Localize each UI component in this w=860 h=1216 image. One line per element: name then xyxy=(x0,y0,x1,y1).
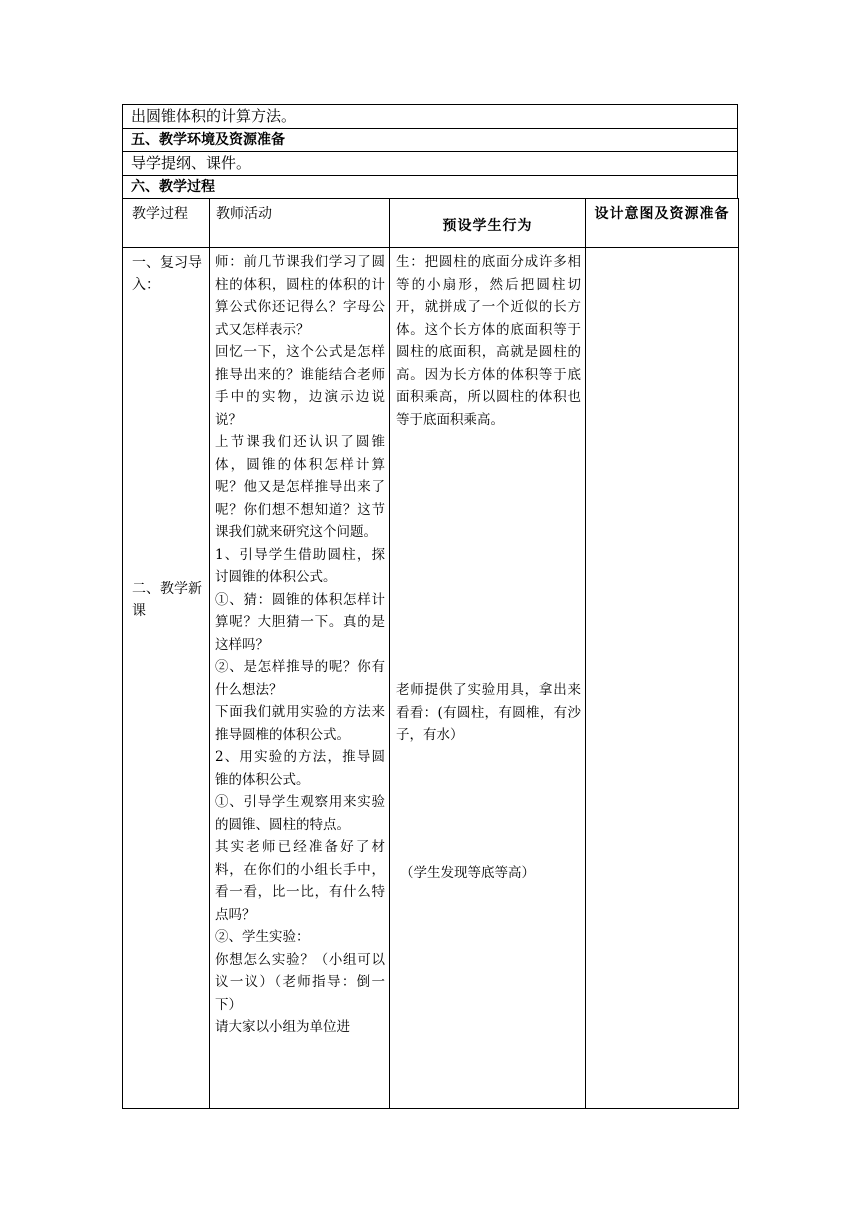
teacher-paragraph: ①、引导学生观察用来实验的圆锥、圆柱的特点。 xyxy=(215,794,385,833)
carry-over-line: 出圆锥体积的计算方法。 xyxy=(122,104,738,128)
table-header-row xyxy=(123,199,739,248)
header-design-intent-label: 设计意图及资源准备 xyxy=(594,206,730,222)
section-5-content: 导学提纲、课件。 xyxy=(122,151,738,175)
lesson-plan-document xyxy=(122,104,738,1109)
header-student-behavior xyxy=(390,199,586,248)
stage-new-lesson: 二、教学新课 xyxy=(132,581,202,619)
teacher-paragraph: ②、学生实验： xyxy=(215,929,310,945)
header-teacher-activity: 教师活动 xyxy=(210,199,390,248)
section-5-title: 五、教学环境及资源准备 xyxy=(122,128,738,151)
teacher-paragraph: ①、猜：圆锥的体积怎样计算呢？大胆猜一下。真的是这样吗？ xyxy=(215,591,385,653)
teacher-paragraph: 下面我们就用实验的方法来推导圆椎的体积公式。 xyxy=(215,704,385,743)
header-design-intent xyxy=(586,199,739,248)
stage-cell xyxy=(123,248,210,1109)
student-paragraph: 生：把圆柱的底面分成许多相等的小扇形，然后把圆柱切开，就拼成了一个近似的长方体。这个长方体的底面积等于圆柱的底面积，高就是圆柱的高。因为长方体的体积等于底面积乘高，所以圆柱的体积也等于底面积乘高。 xyxy=(396,254,581,428)
teacher-paragraph: 上节课我们还认识了圆锥体，圆锥的体积怎样计算呢？他又是怎样推导出来了呢？你们想不想知道？这节课我们就来研究这个问题。 xyxy=(215,434,385,540)
teacher-paragraph: 请大家以小组为单位进 xyxy=(215,1019,350,1035)
teacher-paragraph: 回忆一下，这个公式是怎样推导出来的？谁能结合老师手中的实物，边演示边说说？ xyxy=(215,344,385,428)
stage-review: 一、复习导入： xyxy=(132,255,202,293)
student-paragraph: 老师提供了实验用具，拿出来看看：(有圆柱，有圆椎，有沙子，有水） xyxy=(396,682,581,743)
header-student-behavior-label: 预设学生行为 xyxy=(442,218,533,234)
header-process: 教学过程 xyxy=(123,199,210,248)
teacher-paragraph: 2、用实验的方法，推导圆锥的体积公式。 xyxy=(215,749,385,788)
teaching-process-table xyxy=(122,198,739,1109)
student-paragraph: （学生发现等底等高） xyxy=(400,864,535,881)
teacher-paragraph: 1、引导学生借助圆柱，探讨圆锥的体积公式。 xyxy=(215,546,385,585)
student-behavior-cell xyxy=(390,248,586,1109)
table-body-row xyxy=(123,248,739,1109)
teacher-activity-cell xyxy=(210,248,390,1109)
teacher-paragraph: 你想怎么实验？（小组可以议一议）（老师指导：倒一下） xyxy=(215,951,385,1013)
design-intent-cell xyxy=(586,248,739,1109)
teacher-paragraph: 其实老师已经准备好了材料，在你们的小组长手中，看一看，比一比，有什么特点吗？ xyxy=(215,839,385,923)
section-6-title: 六、教学过程 xyxy=(122,175,738,198)
teacher-paragraph: ②、是怎样推导的呢？你有什么想法？ xyxy=(215,659,385,698)
teacher-paragraph: 师：前几节课我们学习了圆柱的体积，圆柱的体积的计算公式你还记得么？字母公式又怎样表示？ xyxy=(215,254,385,338)
